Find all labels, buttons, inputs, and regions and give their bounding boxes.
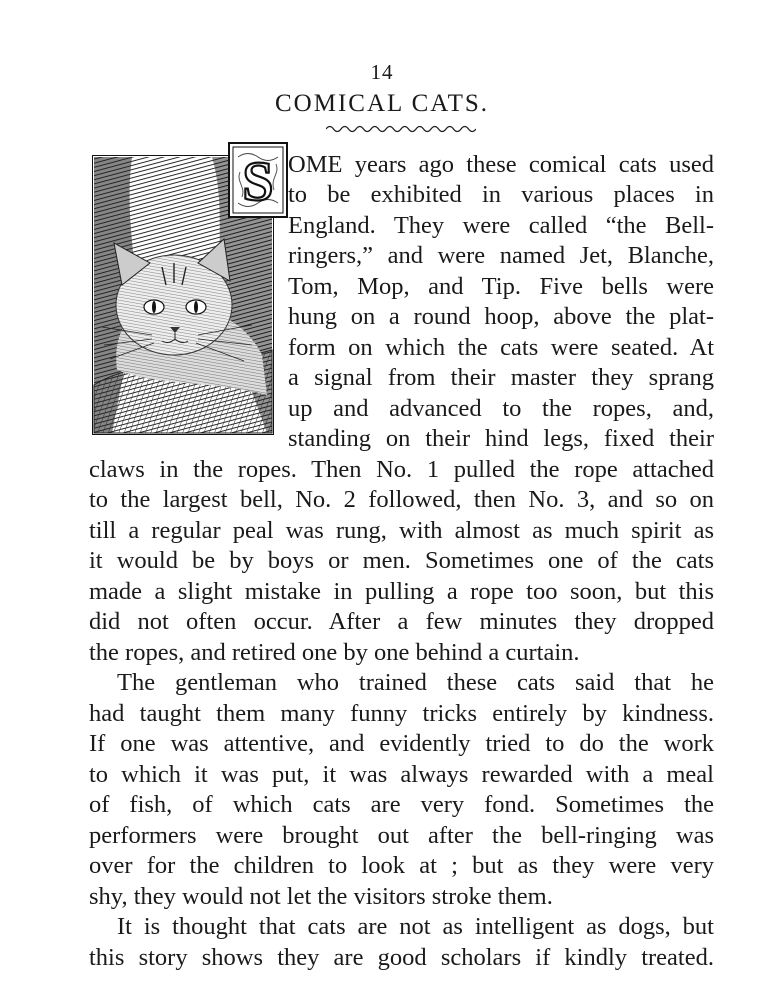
text-line: a signal from their master they sprang <box>288 364 714 391</box>
text-line: to be exhibited in various places in <box>288 181 714 208</box>
text-line: The gentleman who trained these cats said that he <box>117 669 714 696</box>
text-line: of fish, of which cats are very fond. Sometimes the <box>89 791 714 818</box>
text-line: It is thought that cats are not as intelligent as dogs, but <box>117 913 714 940</box>
drop-cap-letter: S <box>242 151 274 213</box>
drop-cap-ornament <box>228 142 288 218</box>
chapter-title: COMICAL CATS. <box>275 90 489 117</box>
text-line: ringers,” and were named Jet, Blanche, <box>288 242 714 269</box>
text-line: form on which the cats were seated. At <box>288 334 714 361</box>
text-line: this story shows they are good scholars if kindly treated. <box>89 944 714 971</box>
text-line: hung on a round hoop, above the plat- <box>288 303 714 330</box>
text-line: performers were brought out after the bell-ringing was <box>89 822 714 849</box>
text-line: Tom, Mop, and Tip. Five bells were <box>288 273 714 300</box>
text-line: to the largest bell, No. 2 followed, then No. 3, and so on <box>89 486 714 513</box>
text-line: standing on their hind legs, fixed their <box>288 425 714 452</box>
text-line: OME years ago these comical cats used <box>288 151 714 178</box>
text-line: the ropes, and retired one by one behind a curtain. <box>89 639 580 666</box>
wavy-rule-ornament <box>326 124 476 134</box>
text-line: shy, they would not let the visitors stroke them. <box>89 883 553 910</box>
text-line: it would be by boys or men. Sometimes one of the cats <box>89 547 714 574</box>
text-line: made a slight mistake in pulling a rope too soon, but this <box>89 578 714 605</box>
text-line: had taught them many funny tricks entirely by kindness. <box>89 700 714 727</box>
text-line: If one was attentive, and evidently tried to do the work <box>89 730 714 757</box>
page-number: 14 <box>370 60 394 84</box>
text-line: to which it was put, it was always rewarded with a meal <box>89 761 714 788</box>
text-line: up and advanced to the ropes, and, <box>288 395 714 422</box>
text-line: England. They were called “the Bell- <box>288 212 714 239</box>
text-line: till a regular peal was rung, with almost as much spirit as <box>89 517 714 544</box>
text-line: claws in the ropes. Then No. 1 pulled the rope attached <box>89 456 714 483</box>
text-line: over for the children to look at ; but as they were very <box>89 852 714 879</box>
text-line: did not often occur. After a few minutes they dropped <box>89 608 714 635</box>
